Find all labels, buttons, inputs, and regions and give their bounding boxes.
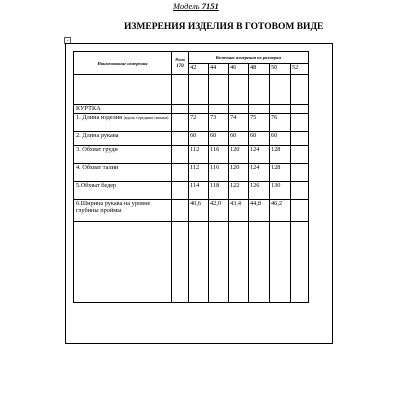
- value-cell: 130: [270, 182, 291, 200]
- table-row: [74, 182, 309, 200]
- section-label: КУРТКА: [74, 105, 172, 114]
- column-header-sizes: Величина измерения по размерам: [189, 52, 309, 64]
- value-cell: 43,4: [229, 200, 249, 222]
- spacer-row: [74, 75, 309, 105]
- value-cell: 122: [229, 182, 249, 200]
- value-cell: 112: [189, 164, 209, 182]
- value-cell: 114: [189, 182, 209, 200]
- value-cell: 42,0: [209, 200, 229, 222]
- value-cell: 120: [229, 146, 249, 164]
- value-cell: [291, 114, 309, 132]
- value-cell: 44,8: [249, 200, 270, 222]
- row-label: 4. Обхват талии: [74, 164, 172, 182]
- table-anchor-icon: +: [64, 37, 71, 44]
- row-label-text: 1. Длина изделия: [76, 114, 122, 121]
- value-cell: [291, 164, 309, 182]
- size-cell: 48: [249, 64, 270, 75]
- size-cell: 52: [291, 64, 309, 75]
- value-cell: 124: [249, 164, 270, 182]
- value-cell: 126: [249, 182, 270, 200]
- measurements-table: [73, 51, 309, 303]
- value-cell: 128: [270, 146, 291, 164]
- value-cell: [291, 200, 309, 222]
- value-cell: [291, 132, 309, 146]
- header-row: [74, 52, 309, 64]
- row-label: 3. Обхват груди: [74, 146, 172, 164]
- value-cell: 60: [209, 132, 229, 146]
- table-row: [74, 164, 309, 182]
- value-cell: 112: [189, 146, 209, 164]
- height-label: Рост: [175, 56, 185, 62]
- value-cell: 40,6: [189, 200, 209, 222]
- table-row: [74, 200, 309, 222]
- row-label: 5.Обхват бедер: [74, 182, 172, 200]
- model-number: 7151: [201, 1, 219, 11]
- section-row: [74, 105, 309, 114]
- value-cell: 72: [189, 114, 209, 132]
- value-cell: 74: [229, 114, 249, 132]
- value-cell: [291, 146, 309, 164]
- value-cell: 60: [229, 132, 249, 146]
- table-row: [74, 146, 309, 164]
- value-cell: 118: [209, 182, 229, 200]
- table-row: [74, 132, 309, 146]
- size-cell: 44: [209, 64, 229, 75]
- table-row: [74, 114, 309, 132]
- value-cell: 75: [249, 114, 270, 132]
- value-cell: 128: [270, 164, 291, 182]
- empty-row: [74, 222, 309, 303]
- model-label: Модель: [173, 1, 200, 11]
- value-cell: 120: [229, 164, 249, 182]
- value-cell: 73: [209, 114, 229, 132]
- size-cell: 42: [189, 64, 209, 75]
- value-cell: 60: [249, 132, 270, 146]
- row-note: (вдоль середины спинки): [123, 115, 169, 120]
- value-cell: 116: [209, 164, 229, 182]
- row-label: 2. Длина рукава: [74, 132, 172, 146]
- row-label: 6.Ширина рукава на уровне глубины проймы: [74, 200, 172, 222]
- value-cell: 60: [270, 132, 291, 146]
- page-title: ИЗМЕРЕНИЯ ИЗДЕЛИЯ В ГОТОВОМ ВИДЕ: [124, 22, 324, 32]
- column-header-height: [172, 52, 189, 75]
- value-cell: 60: [189, 132, 209, 146]
- value-cell: [291, 182, 309, 200]
- size-cell: 50: [270, 64, 291, 75]
- height-value: 170: [176, 63, 184, 69]
- size-cell: 46: [229, 64, 249, 75]
- value-cell: 76: [270, 114, 291, 132]
- value-cell: 46,2: [270, 200, 291, 222]
- row-label: [74, 114, 172, 132]
- value-cell: 124: [249, 146, 270, 164]
- column-header-name: Наименование измерения: [74, 52, 172, 75]
- model-caption: [173, 1, 219, 11]
- value-cell: 116: [209, 146, 229, 164]
